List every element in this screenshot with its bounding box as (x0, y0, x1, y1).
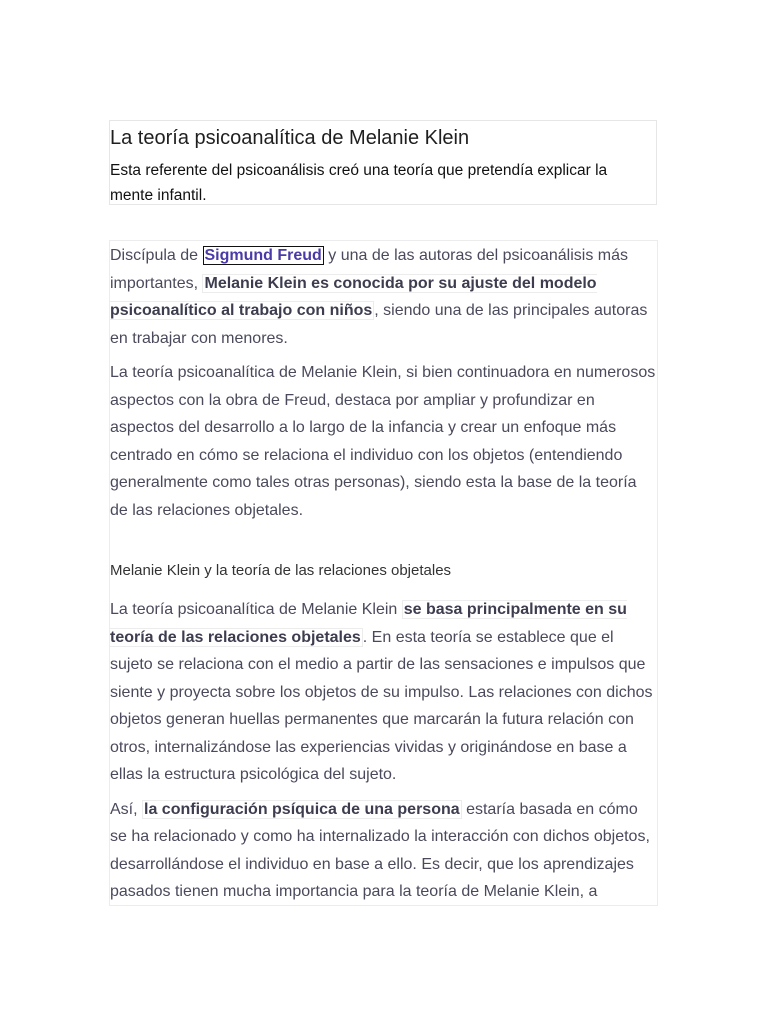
bold-highlight: la configuración psíquica de una persona (144, 800, 460, 818)
paragraph-psychic-configuration (110, 796, 658, 905)
bold-highlight: Melanie Klein es conocida por su ajuste del modelo psicoanalítico al trabajo con niños (110, 274, 597, 319)
paragraph-text: estaría basada en cómo se ha relacionado y como ha internalizado la interacción con dichos objetos, desarrollándose el individuo en base a ello. Es decir, que los aprendizajes pasados tienen mucha importancia para la teoría de Melanie Klein, a (110, 800, 650, 900)
paragraph-text: . En esta teoría se establece que el sujeto se relaciona con el medio a partir de las sensaciones e impulsos que siente y proyecta sobre los objetos de su impulso. Las relaciones con dichos objetos generan huellas permanentes que marcarán la futura relación con otros, internalizándose las experiencias vividas y originándose en base a ellas la estructura psicológica del sujeto. (110, 628, 653, 783)
paragraph-text: Discípula de (110, 247, 203, 264)
paragraph-theory: La teoría psicoanalítica de Melanie Klein, si bien continuadora en numerosos aspectos con la obra de Freud, destaca por ampliar y profundizar en aspectos del desarrollo a lo largo de la infancia y crear un enfoque más centrado en cómo se relaciona el individuo con los objetos (entendiendo generalmente como tales otras personas), siendo esta la base de la teoría de las relaciones objetales. (110, 364, 656, 519)
bold-highlight: se basa principalmente en su teoría de las relaciones objetales (110, 601, 627, 646)
page-subtitle: Esta referente del psicoanálisis creó una teoría que pretendía explicar la mente infantil. (110, 162, 608, 204)
section-heading: Melanie Klein y la teoría de las relaciones objetales (110, 562, 452, 579)
article-body (110, 242, 658, 904)
paragraph-text: y una de las autoras del psicoanálisis más importantes, (110, 247, 628, 292)
paragraph-object-relations (110, 596, 658, 789)
paragraph-text: La teoría psicoanalítica de Melanie Klein (110, 601, 402, 618)
paragraph-text: , siendo una de las principales autoras en trabajar con menores. (110, 302, 648, 347)
paragraph-text: Así, (110, 800, 143, 818)
paragraph-intro (110, 242, 658, 352)
page-title: La teoría psicoanalítica de Melanie Klein (110, 127, 470, 149)
sigmund-freud-link[interactable]: Sigmund Freud (204, 247, 322, 264)
